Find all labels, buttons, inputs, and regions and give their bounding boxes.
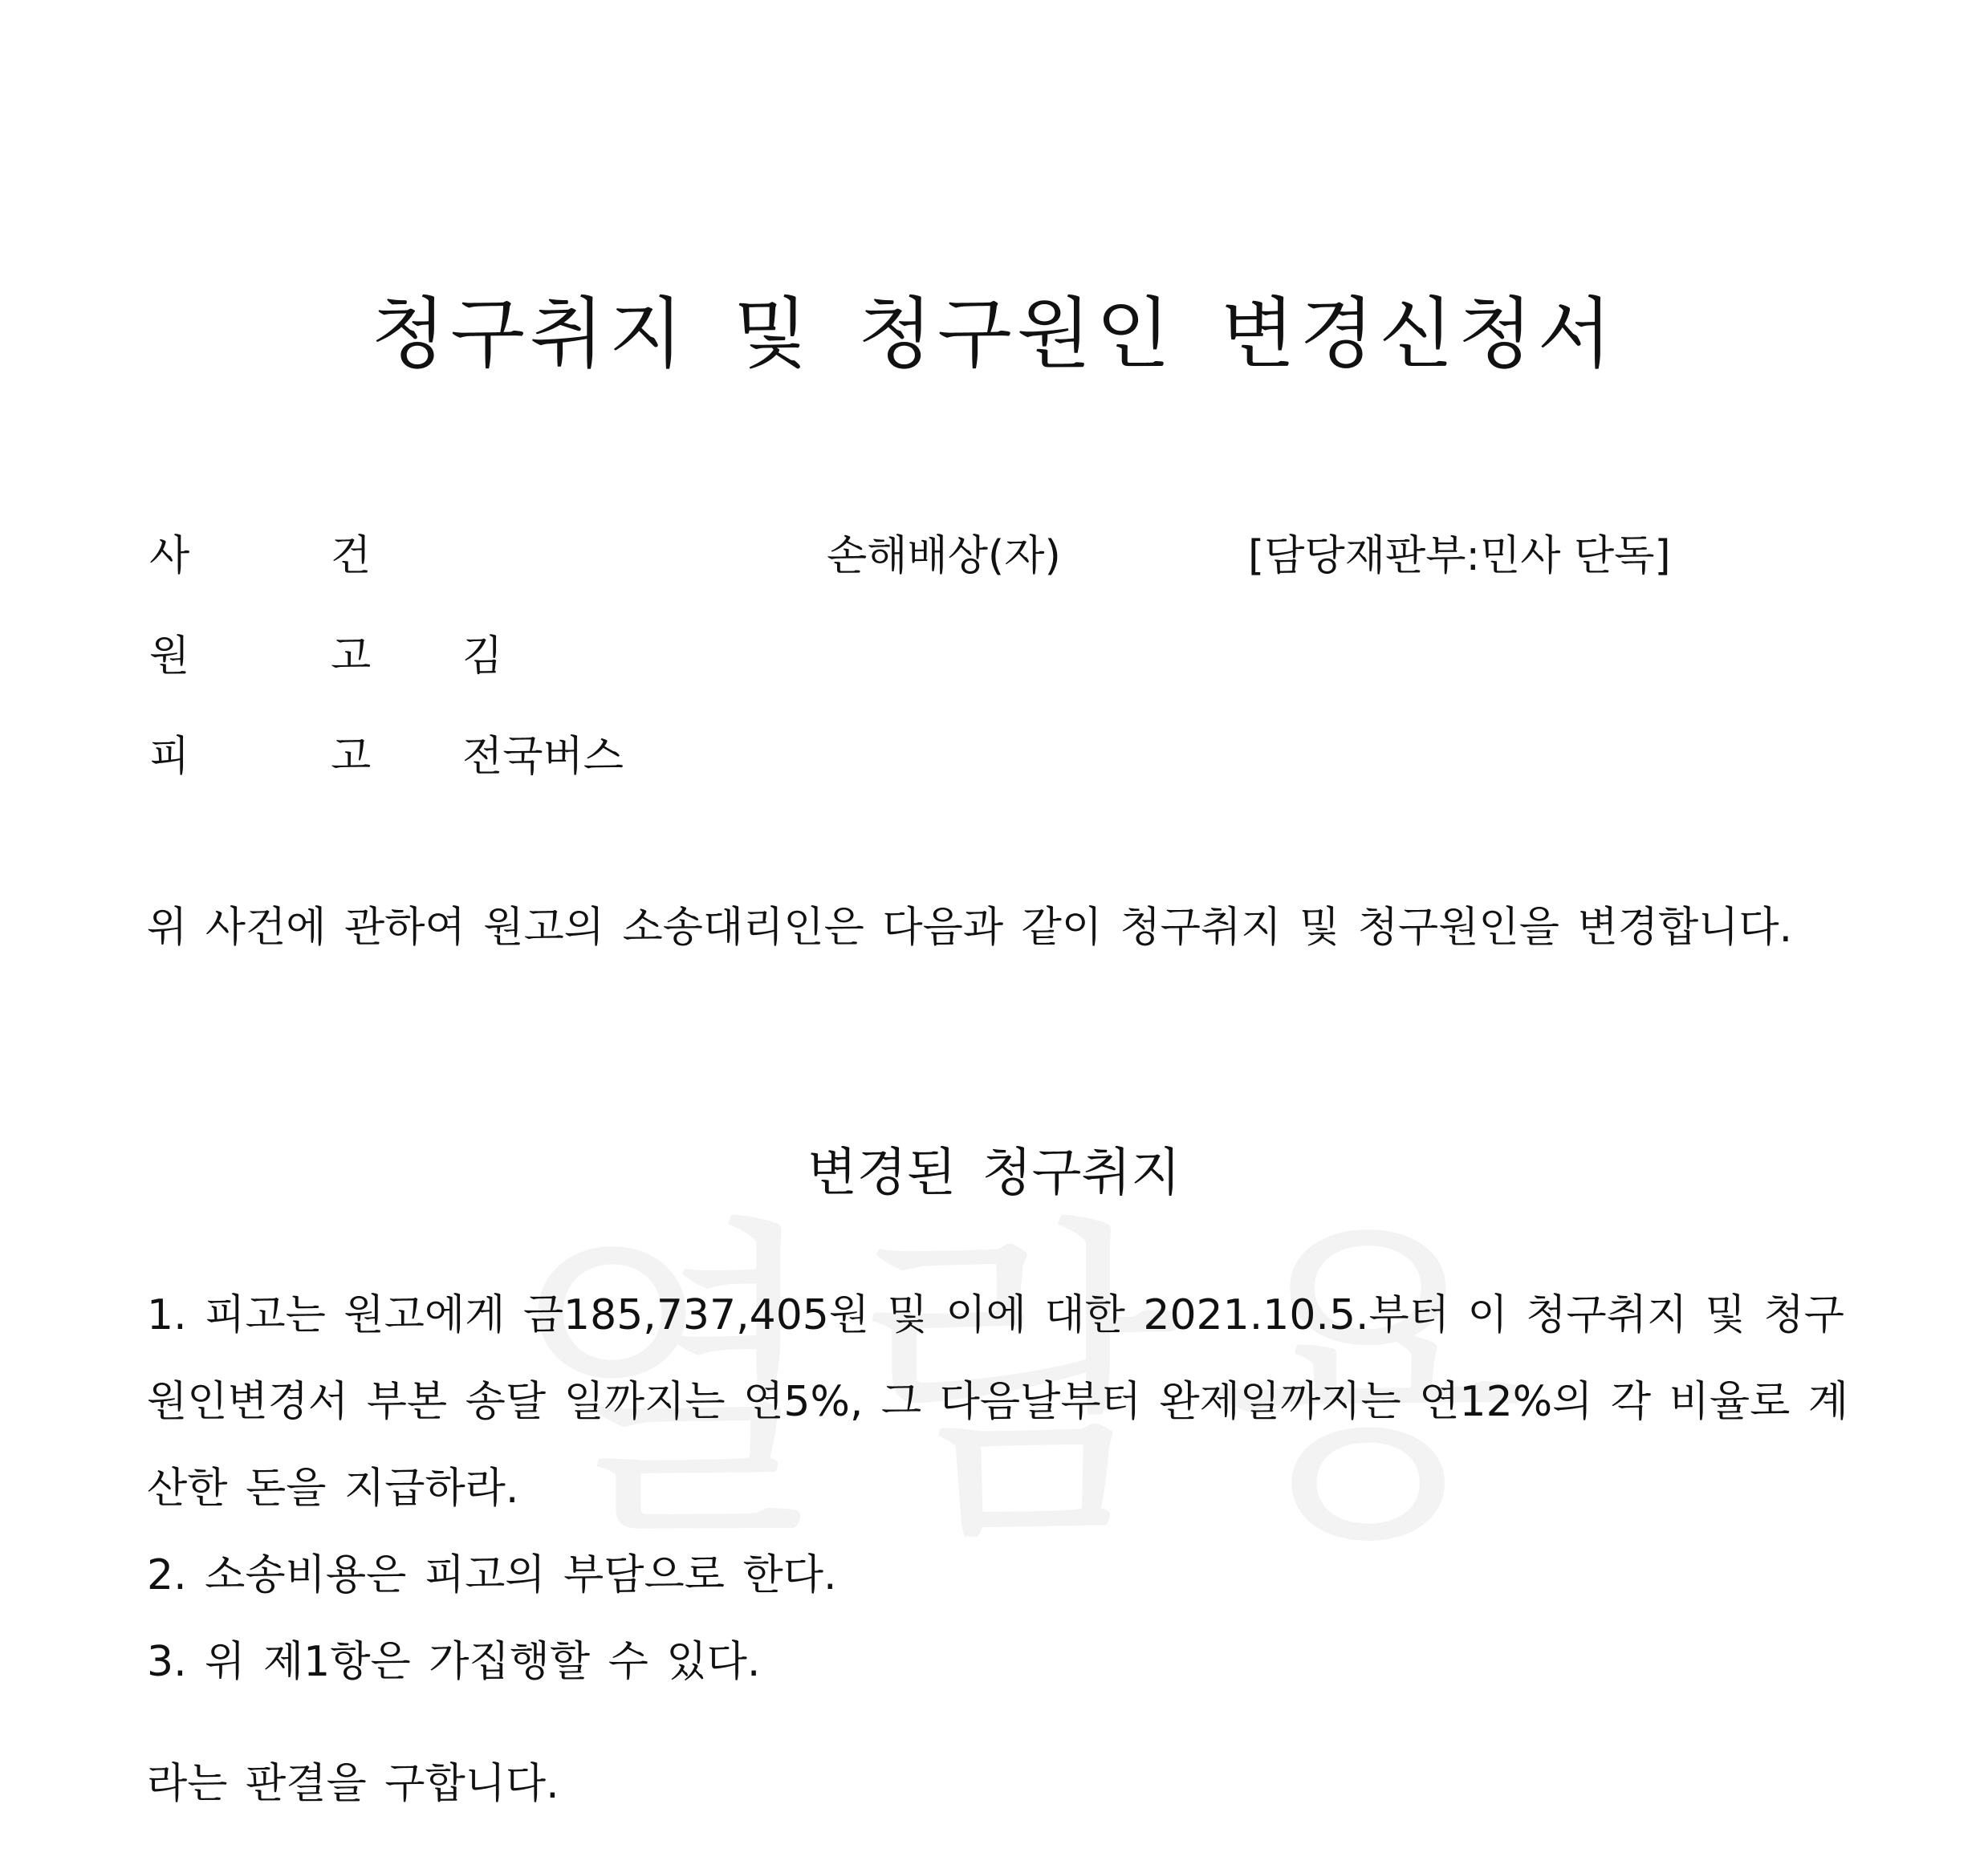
plaintiff-label-1: 원: [149, 632, 190, 681]
closing-text: 라는 판결을 구합니다.: [147, 1760, 559, 1808]
case-label-1: 사: [149, 532, 190, 580]
defendant-name: 전국버스: [462, 733, 624, 781]
claims-list: [147, 1272, 1864, 1705]
claim-item: 2. 소송비용은 피고의 부담으로 한다.: [147, 1551, 837, 1599]
plaintiff-row: [0, 622, 1988, 686]
plaintiff-name: 김: [462, 632, 503, 681]
defendant-row: [0, 722, 1988, 786]
claim-item: 3. 위 제1항은 가집행할 수 있다.: [147, 1638, 761, 1686]
case-division: [담당재판부:민사 단독]: [1248, 532, 1671, 580]
case-type: 손해배상(자): [827, 532, 1061, 580]
section-title: 변경된 청구취지: [807, 1144, 1181, 1203]
case-row: [0, 522, 1988, 586]
case-label-2: 건: [331, 532, 372, 580]
defendant-label-2: 고: [331, 733, 372, 781]
claim-item: 1. 피고는 원고에게 금185,737,405원 및 이에 대한 2021.10.5.부터 이 청구취지 및 청구원인변경서 부본 송달 일까지는 연5%, 그 다음날부터 완제일까지는 연12%의 각 비율로 계산한 돈을 지급하라.: [147, 1291, 1849, 1513]
defendant-label-1: 피: [149, 733, 190, 781]
plaintiff-label-2: 고: [331, 632, 372, 681]
intro-paragraph: 위 사건에 관하여 원고의 소송대리인은 다음과 같이 청구취지 및 청구원인을 변경합니다.: [147, 904, 1793, 952]
document-title: 청구취지 및 청구원인 변경신청서: [371, 289, 1617, 379]
